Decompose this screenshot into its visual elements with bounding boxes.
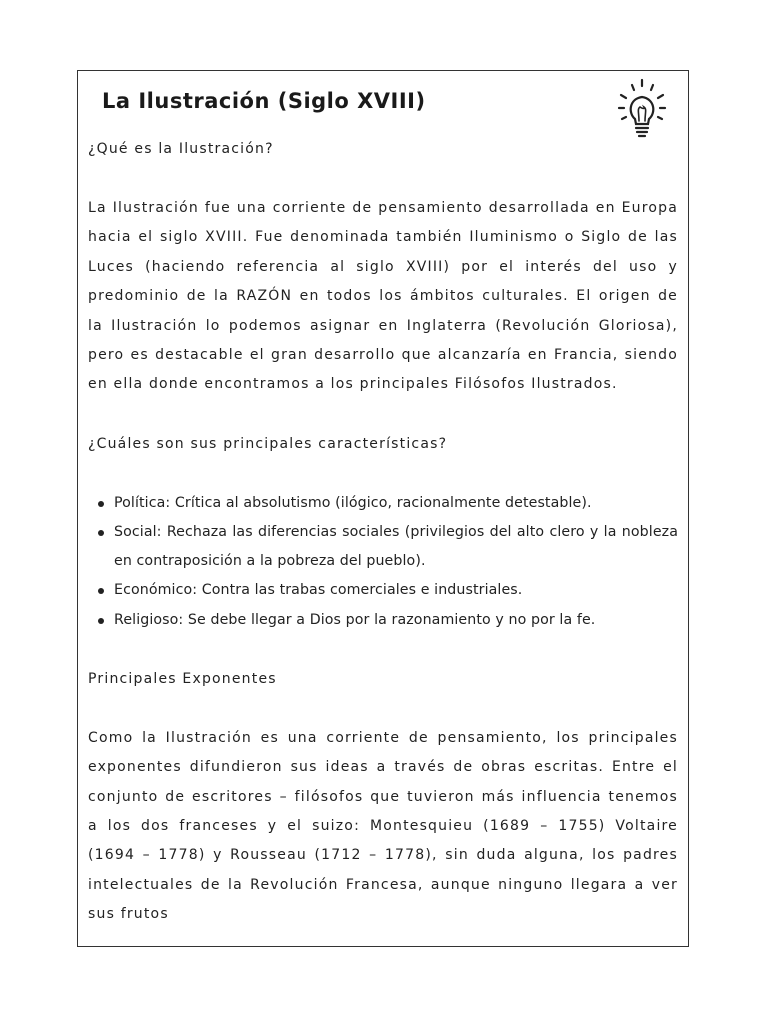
page-title: La Ilustración (Siglo XVIII) bbox=[102, 89, 426, 113]
list-item: Religioso: Se debe llegar a Dios por la razonamiento y no por la fe. bbox=[114, 606, 678, 635]
question-characteristics: ¿Cuáles son sus principales características? bbox=[88, 435, 448, 452]
question-what-is: ¿Qué es la Ilustración? bbox=[88, 141, 274, 157]
paragraph-exponents: Como la Ilustración es una corriente de pensamiento, los principales exponentes difundieron sus ideas a través de obras escritas. Entre el conjunto de escritores – filósofos que tuvieron más influencia tenemos a los dos franceses y el suizo: Montesquieu (1689 – 1755) Voltaire (1694 – 1778) y Rousseau (1712 – 1778), sin duda alguna, los padres intelectuales de la Revolución Francesa, aunque ninguno llegara a ver sus frutos bbox=[88, 729, 678, 923]
characteristics-list bbox=[88, 489, 678, 635]
lightbulb-icon bbox=[612, 77, 672, 139]
document-frame bbox=[77, 70, 689, 947]
document-body bbox=[88, 135, 678, 930]
list-item: Política: Crítica al absolutismo (ilógico, racionalmente detestable). bbox=[114, 489, 678, 518]
list-item: Económico: Contra las trabas comerciales e industriales. bbox=[114, 576, 678, 605]
heading-exponents: Principales Exponentes bbox=[88, 670, 277, 687]
paragraph-definition: La Ilustración fue una corriente de pensamiento desarrollada en Europa hacia el siglo XVIII. Fue denominada también Iluminismo o Siglo de las Luces (haciendo referencia al siglo XVIII) por el interés del uso y predominio de la RAZÓN en todos los ámbitos culturales. El origen de la Ilustración lo podemos asignar en Inglaterra (Revolución Gloriosa), pero es destacable el gran desarrollo que alcanzaría en Francia, siendo en ella donde encontramos a los principales Filósofos Ilustrados. bbox=[88, 200, 678, 393]
list-item: Social: Rechaza las diferencias sociales (privilegios del alto clero y la nobleza en contraposición a la pobreza del pueblo). bbox=[114, 518, 678, 576]
